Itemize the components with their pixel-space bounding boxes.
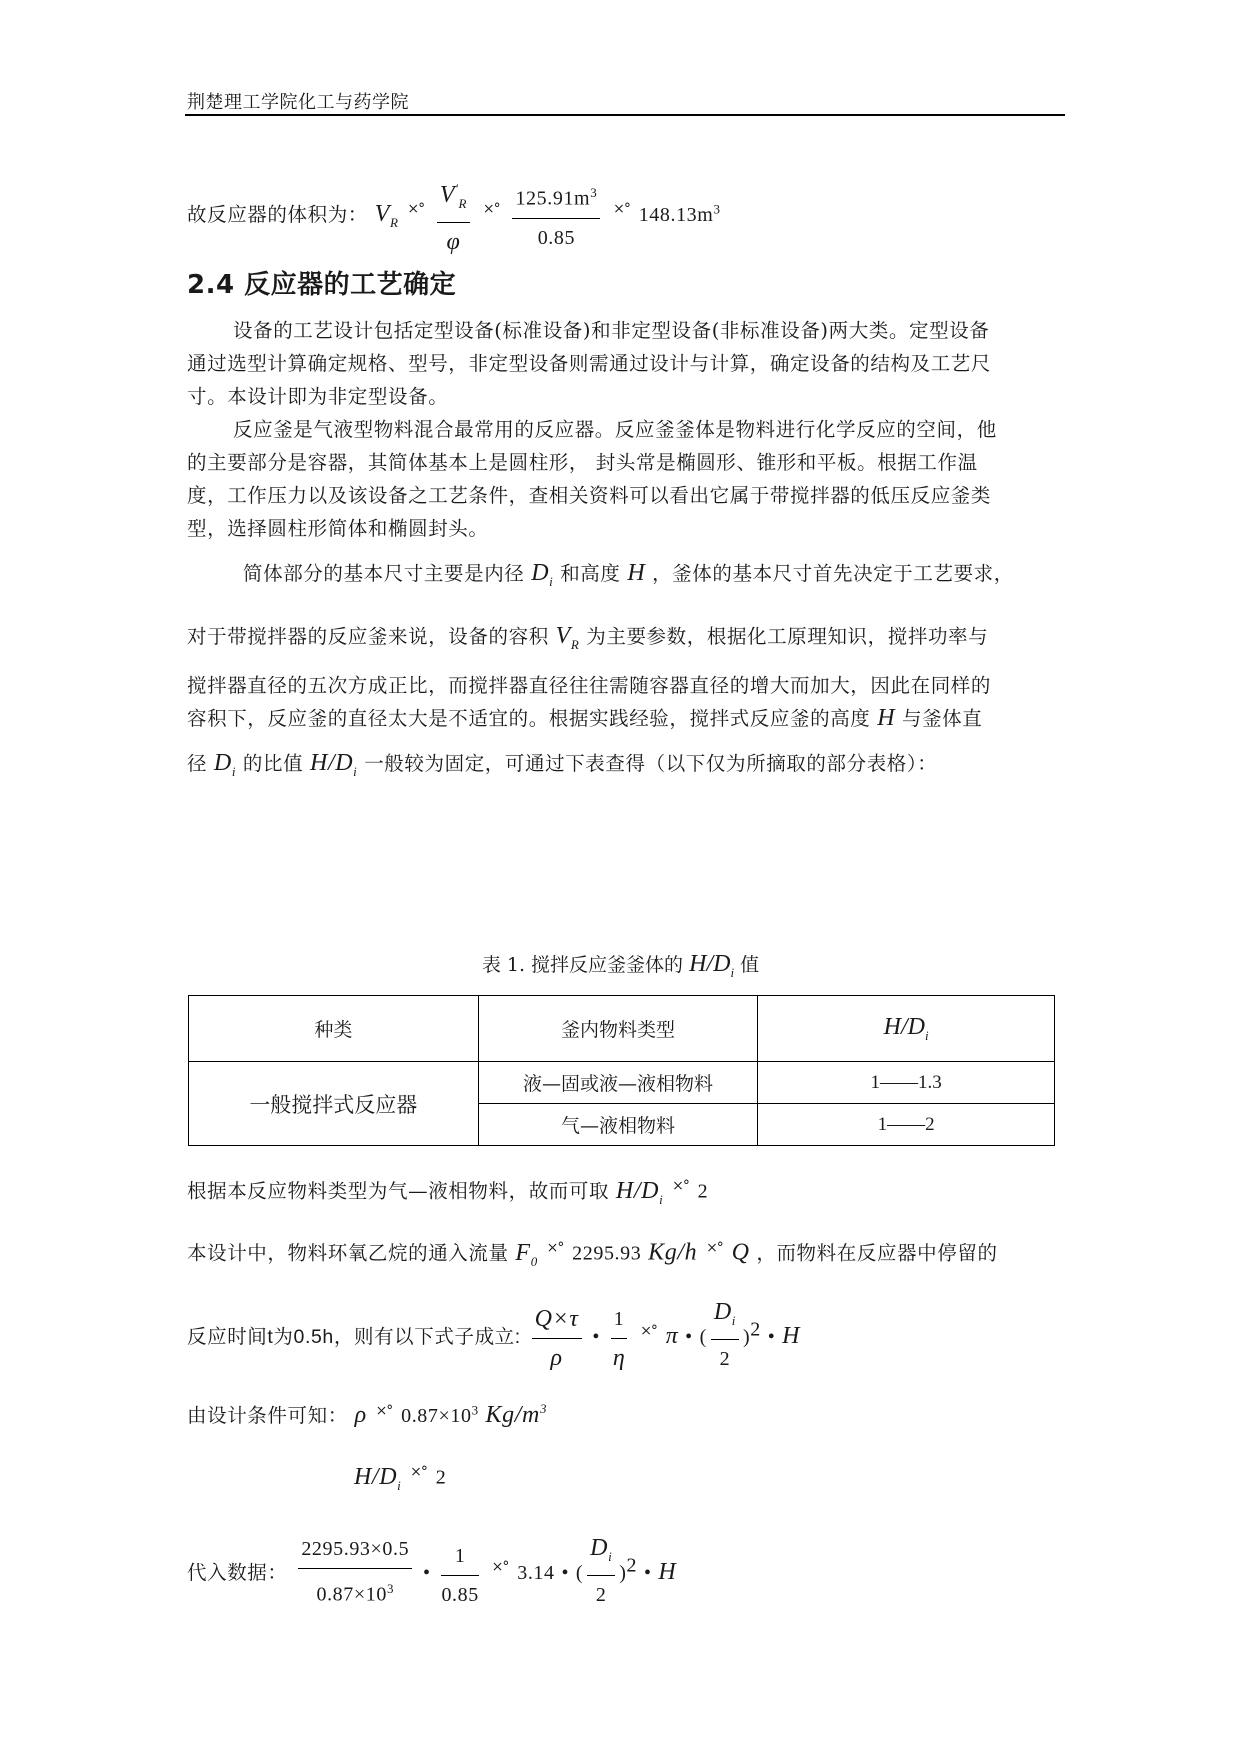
hd-ratio-table	[188, 995, 1055, 1146]
equation-line-2: 代入数据： $\frac{2295.93\times 0.5}{0.87\times 10^3}$ • $\frac{1}{0.85}$ ×° 3.14 • ( $\frac{D_i}{2}$ )$^2$ • H	[187, 1532, 676, 1612]
header-rule	[185, 114, 1065, 116]
equation-line-1: 反应时间t为0.5h，则有以下式子成立: $\frac{Q\times\tau}{\rho}$ • $\frac{1}{\eta}$ ×° π • ( $\frac{D_i}{2}$ )$^2$ • H	[187, 1296, 800, 1376]
page-header: 荆楚理工学院化工与药学院	[187, 92, 409, 113]
paragraph-line: 径 $D_i$ 的比值 $H/D_i$ 一般较为固定，可通过下表查得（以下仅为所摘取的部分表格）：	[187, 750, 938, 779]
paragraph-line: 容积下，反应釜的直径太大是不适宜的。根据实践经验，搅拌式反应釜的高度 H 与釜体直	[187, 705, 983, 731]
fraction-q-tau-rho: $\frac{Q\times\tau}{\rho}$	[532, 1303, 582, 1375]
paragraph-line: 型，选择圆柱形简体和椭圆封头。	[187, 517, 489, 540]
table-header-cell: 种类	[189, 996, 479, 1062]
table-header-row	[189, 996, 1055, 1062]
relation-glyph: ×°	[482, 201, 500, 218]
fraction-di-two: $\frac{D_i}{2}$	[587, 1532, 615, 1612]
h-symbol: H	[627, 560, 646, 586]
fraction-di-two: $\frac{D_i}{2}$	[711, 1296, 739, 1376]
fraction-volume-value: $\frac{125.91m^3}{0.85}$	[512, 176, 600, 255]
volume-result: $148.13m^3$	[638, 201, 721, 226]
table-group-cell: 一般搅拌式反应器	[189, 1062, 479, 1146]
table-header-cell: $H/D_i$	[758, 996, 1055, 1062]
di-symbol: $D_i$	[213, 750, 237, 779]
h-over-di-symbol: $H/D_i$	[310, 750, 358, 779]
fraction-one-eta: $\frac{1}{\eta}$	[611, 1303, 628, 1375]
h-symbol: H	[877, 705, 896, 731]
paragraph-line: 对于带搅拌器的反应釜来说，设备的容积 $V_R$ 为主要参数，根据化工原理知识，搅拌功率与	[187, 623, 989, 652]
paragraph-line: 的主要部分是容器，其简体基本上是圆柱形， 封头常是椭圆形、锥形和平板。根据工作温	[187, 451, 978, 474]
fraction-numeric: $\frac{2295.93\times 0.5}{0.87\times 10^3}$	[298, 1533, 412, 1612]
selection-line: 根据本反应物料类型为气—液相物料，故而可取 $H/D_i$ ×° 2	[187, 1177, 709, 1207]
table-cell: 1——1.3	[758, 1062, 1055, 1104]
fraction-one-085: $\frac{1}{0.85}$	[441, 1540, 478, 1612]
paragraph-line: 设备的工艺设计包括定型设备(标准设备)和非定型设备(非标准设备)两大类。定型设备	[233, 319, 990, 342]
section-heading: 2.4 反应器的工艺确定	[187, 270, 457, 300]
table-cell: 液—固或液—液相物料	[478, 1062, 758, 1104]
vr-symbol: $V_R$	[555, 623, 580, 652]
volume-formula	[187, 172, 721, 259]
volume-prefix: 故反应器的体积为：	[187, 202, 368, 226]
vr-symbol: $V_R$	[374, 200, 399, 230]
table-cell: 气—液相物料	[478, 1104, 758, 1146]
relation-glyph: ×°	[407, 201, 425, 218]
paragraph-line: 反应釜是气液型物料混合最常用的反应器。反应釜釜体是物料进行化学反应的空间，他	[233, 418, 997, 441]
relation-glyph: ×°	[613, 201, 630, 218]
paragraph-line: 搅拌器直径的五次方成正比，而搅拌器直径往往需随容器直径的增大而加大，因此在同样的	[187, 674, 992, 697]
hd-line: $H/D_i$ ×° 2	[354, 1463, 447, 1493]
paragraph-line: 度，工作压力以及该设备之工艺条件，查相关资料可以看出它属于带搅拌器的低压反应釜类	[187, 484, 992, 507]
flow-rate-line: 本设计中，物料环氧乙烷的通入流量 $F_0$ ×° 2295.93 Kg/h ×° Q ，而物料在反应器中停留的	[187, 1239, 998, 1269]
fraction-vr-phi: $\frac{V'_R}{\varphi}$	[437, 172, 470, 259]
table-cell: 1——2	[758, 1104, 1055, 1146]
paragraph-line: 通过选型计算确定规格、型号，非定型设备则需通过设计与计算，确定设备的结构及工艺尺	[187, 352, 992, 375]
table-row	[189, 1062, 1055, 1104]
density-line: 由设计条件可知： ρ ×° $0.87\times 10^3$ $Kg/m^3$	[187, 1401, 548, 1428]
table-header-cell: 釜内物料类型	[478, 996, 758, 1062]
paragraph-line: 简体部分的基本尺寸主要是内径 $D_i$ 和高度 H ，釜体的基本尺寸首先决定于工艺要求，	[243, 560, 1014, 589]
table-caption: 表 1. 搅拌反应釜釜体的 $H/D_i$ 值	[481, 951, 760, 980]
di-symbol: $D_i$	[531, 560, 554, 589]
paragraph-line: 寸。本设计即为非定型设备。	[187, 385, 449, 408]
